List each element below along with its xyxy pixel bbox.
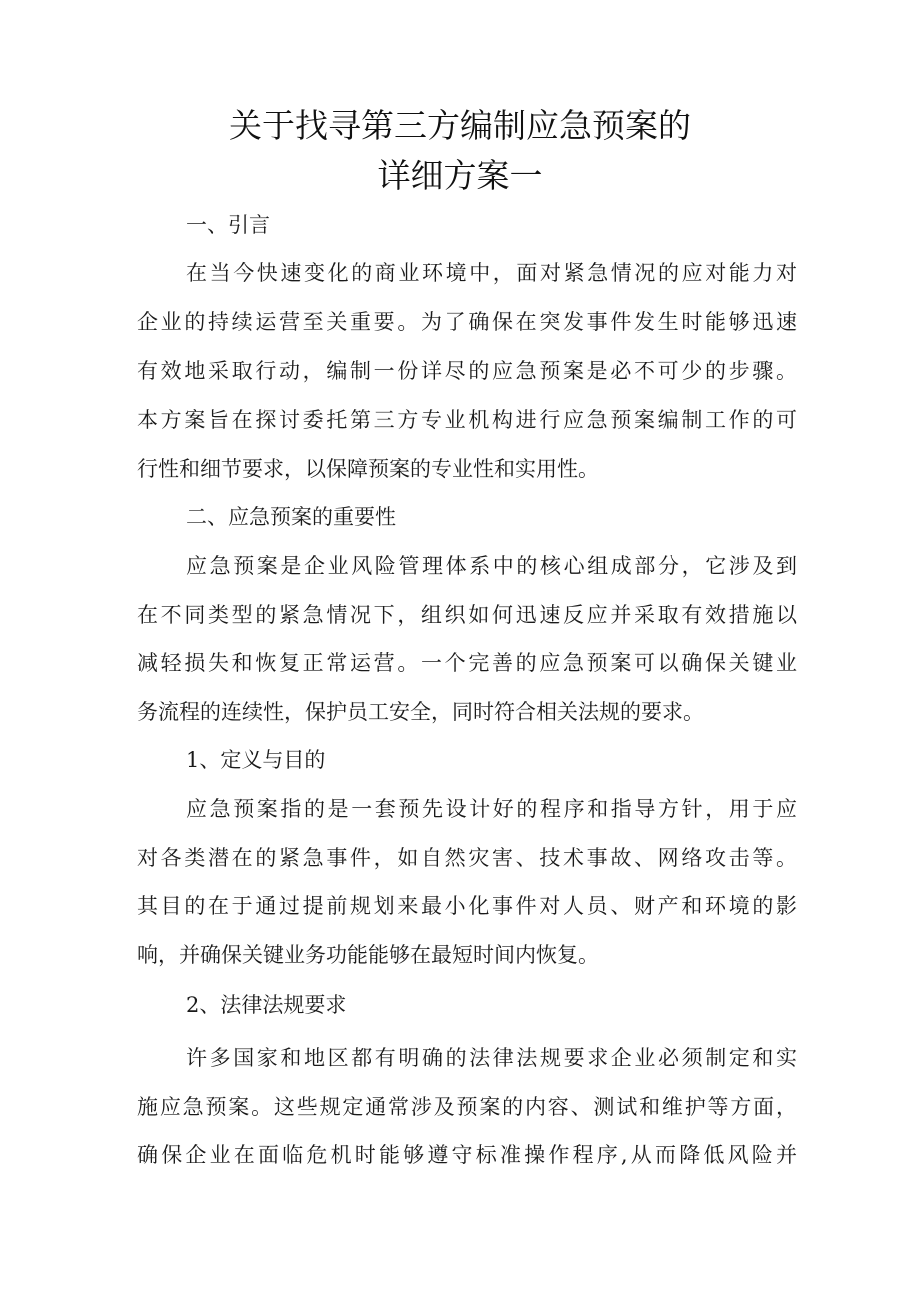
paragraph-line: 本方案旨在探讨委托第三方专业机构进行应急预案编制工作的可 bbox=[137, 408, 797, 432]
section-heading-importance: 二、应急预案的重要性 bbox=[186, 505, 396, 529]
paragraph-line: 其目的在于通过提前规划来最小化事件对人员、财产和环境的影 bbox=[137, 894, 797, 918]
document-title-line-1: 关于找寻第三方编制应急预案的 bbox=[229, 106, 691, 145]
paragraph-line: 有效地采取行动，编制一份详尽的应急预案是必不可少的步骤。 bbox=[137, 359, 797, 383]
section-heading-introduction: 一、引言 bbox=[186, 213, 270, 237]
subsection-heading-definition: 1、定义与目的 bbox=[186, 748, 326, 772]
paragraph-line: 应急预案指的是一套预先设计好的程序和指导方针，用于应 bbox=[186, 797, 797, 821]
paragraph-line: 行性和细节要求，以保障预案的专业性和实用性。 bbox=[137, 457, 599, 481]
paragraph-line: 确保企业在面临危机时能够遵守标准操作程序,从而降低风险并 bbox=[137, 1143, 797, 1167]
document-title-line-2: 详细方案一 bbox=[377, 156, 543, 195]
paragraph-line: 许多国家和地区都有明确的法律法规要求企业必须制定和实 bbox=[186, 1046, 797, 1070]
paragraph-line: 对各类潜在的紧急事件，如自然灾害、技术事故、网络攻击等。 bbox=[137, 846, 797, 870]
paragraph-line: 施应急预案。这些规定通常涉及预案的内容、测试和维护等方面， bbox=[137, 1095, 797, 1119]
paragraph-line: 应急预案是企业风险管理体系中的核心组成部分，它涉及到 bbox=[186, 554, 797, 578]
subsection-heading-legal: 2、法律法规要求 bbox=[186, 993, 347, 1017]
paragraph-line: 在不同类型的紧急情况下，组织如何迅速反应并采取有效措施以 bbox=[137, 603, 797, 627]
paragraph-line: 务流程的连续性，保护员工安全，同时符合相关法规的要求。 bbox=[137, 700, 704, 724]
paragraph-line: 在当今快速变化的商业环境中，面对紧急情况的应对能力对 bbox=[186, 261, 797, 285]
paragraph-line: 企业的持续运营至关重要。为了确保在突发事件发生时能够迅速 bbox=[137, 310, 797, 334]
paragraph-line: 响，并确保关键业务功能能够在最短时间内恢复。 bbox=[137, 943, 599, 967]
paragraph-line: 减轻损失和恢复正常运营。一个完善的应急预案可以确保关键业 bbox=[137, 651, 797, 675]
